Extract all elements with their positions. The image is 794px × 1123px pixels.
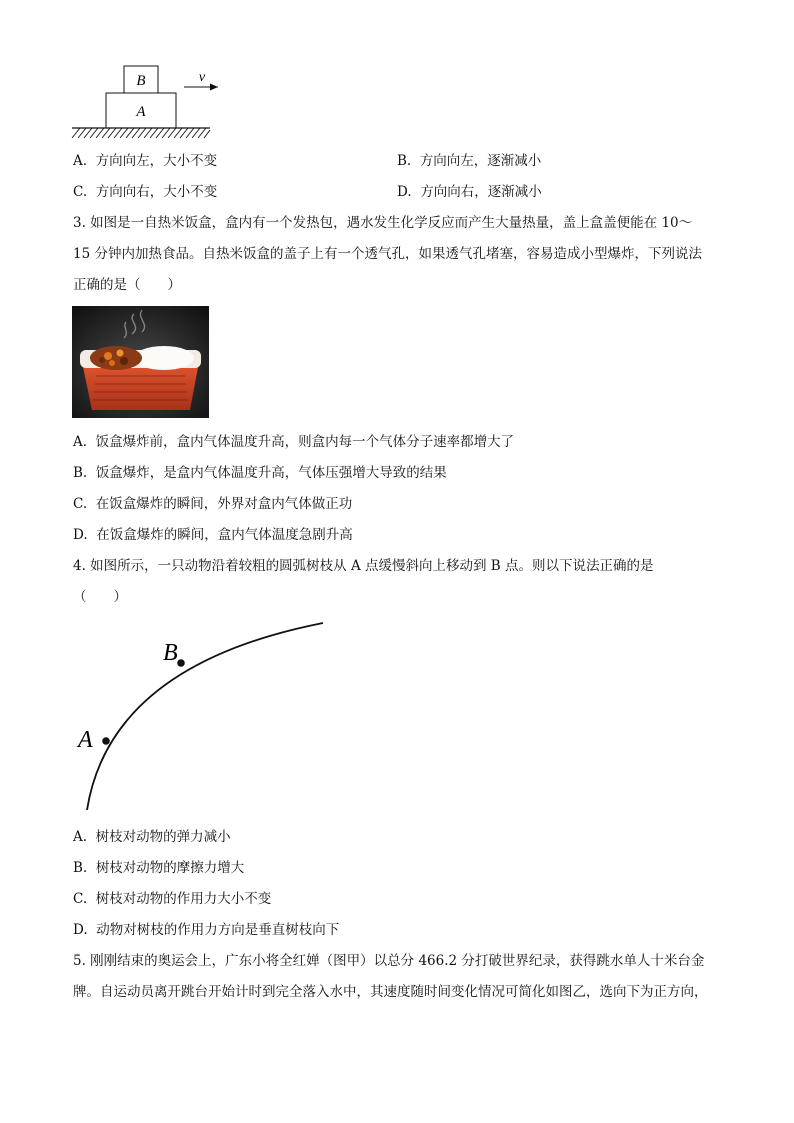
option-text: 饭盒爆炸前，盒内气体温度升高，则盒内每一个气体分子速率都增大了 [95,434,515,450]
point-a [102,737,110,745]
q5-stem-line-1: 5. 刚刚结束的奥运会上，广东小将全红婵（图甲）以总分 466.2 分打破世界纪录，获得跳水单人十米台金 [73,953,705,969]
option-key: A. [73,153,88,169]
q4-option-b [73,859,244,877]
q4-option-a [73,828,231,846]
option-text: 方向向右，大小不变 [95,184,218,200]
q3-option-c [73,495,352,513]
branch-arc [87,623,323,810]
point-a-label: A [78,727,93,753]
q3-option-a [73,433,514,451]
ground-hatching [72,128,210,138]
option-text: 树枝对动物的弹力减小 [95,829,231,845]
option-text: 在饭盒爆炸的瞬间，外界对盒内气体做正功 [95,496,353,512]
option-key: A. [73,434,88,450]
option-text: 动物对树枝的作用力方向是垂直树枝向下 [96,922,340,938]
option-text: 方向向右，逐渐减小 [420,184,542,200]
q3-option-b [73,464,447,482]
blocks-figure [68,60,228,142]
q2-option-b [397,152,541,170]
option-text: 在饭盒爆炸的瞬间，盒内气体温度急剧升高 [96,527,353,543]
option-key: A. [73,829,88,845]
q5-stem-line-2: 牌。自运动员离开跳台开始计时到完全落入水中，其速度随时间变化情况可简化如图乙，选向下为正方向， [73,984,708,1000]
q4-option-d [73,921,339,939]
velocity-arrowhead [210,84,218,91]
q2-option-a [73,152,217,170]
option-key: D. [73,527,88,543]
option-text: 饭盒爆炸，是盒内气体温度升高，气体压强增大导致的结果 [95,465,447,481]
point-b-label: B [163,640,178,666]
option-key: D. [397,184,412,200]
option-text: 方向向左，逐渐减小 [419,153,542,169]
option-key: B. [397,153,412,169]
rice-box-photo [72,306,209,418]
option-text: 树枝对动物的摩擦力增大 [95,860,245,876]
block-b-label: B [136,73,146,89]
q2-option-d [397,183,542,201]
q3-stem-line-1: 3. 如图是一自热米饭盒，盒内有一个发热包，遇水发生化学反应而产生大量热量，盖上盒盖便能在 10～ [73,215,693,231]
branch-arc-figure [70,615,340,815]
q4-stem-line-1: 4. 如图所示，一只动物沿着较粗的圆弧树枝从 A 点缓慢斜向上移动到 B 点。则以下说法正确的是 [73,558,654,574]
point-b [177,659,185,667]
q3-option-d [73,526,353,544]
option-key: D. [73,922,88,938]
option-key: B. [73,860,88,876]
q4-option-c [73,890,271,908]
velocity-label: v [198,70,206,85]
q4-stem-line-2: （ ） [73,589,127,605]
q3-stem-line-2: 15 分钟内加热食品。自热米饭盒的盖子上有一个透气孔，如果透气孔堵塞，容易造成小型爆炸，下列说法 [73,246,702,262]
option-key: C. [73,496,88,512]
option-key: C. [73,891,88,907]
option-key: C. [73,184,88,200]
option-text: 方向向左，大小不变 [95,153,218,169]
option-key: B. [73,465,88,481]
q3-stem-line-3: 正确的是（ ） [73,277,181,293]
block-a-label: A [136,104,146,120]
option-text: 树枝对动物的作用力大小不变 [95,891,272,907]
q2-option-c [73,183,217,201]
